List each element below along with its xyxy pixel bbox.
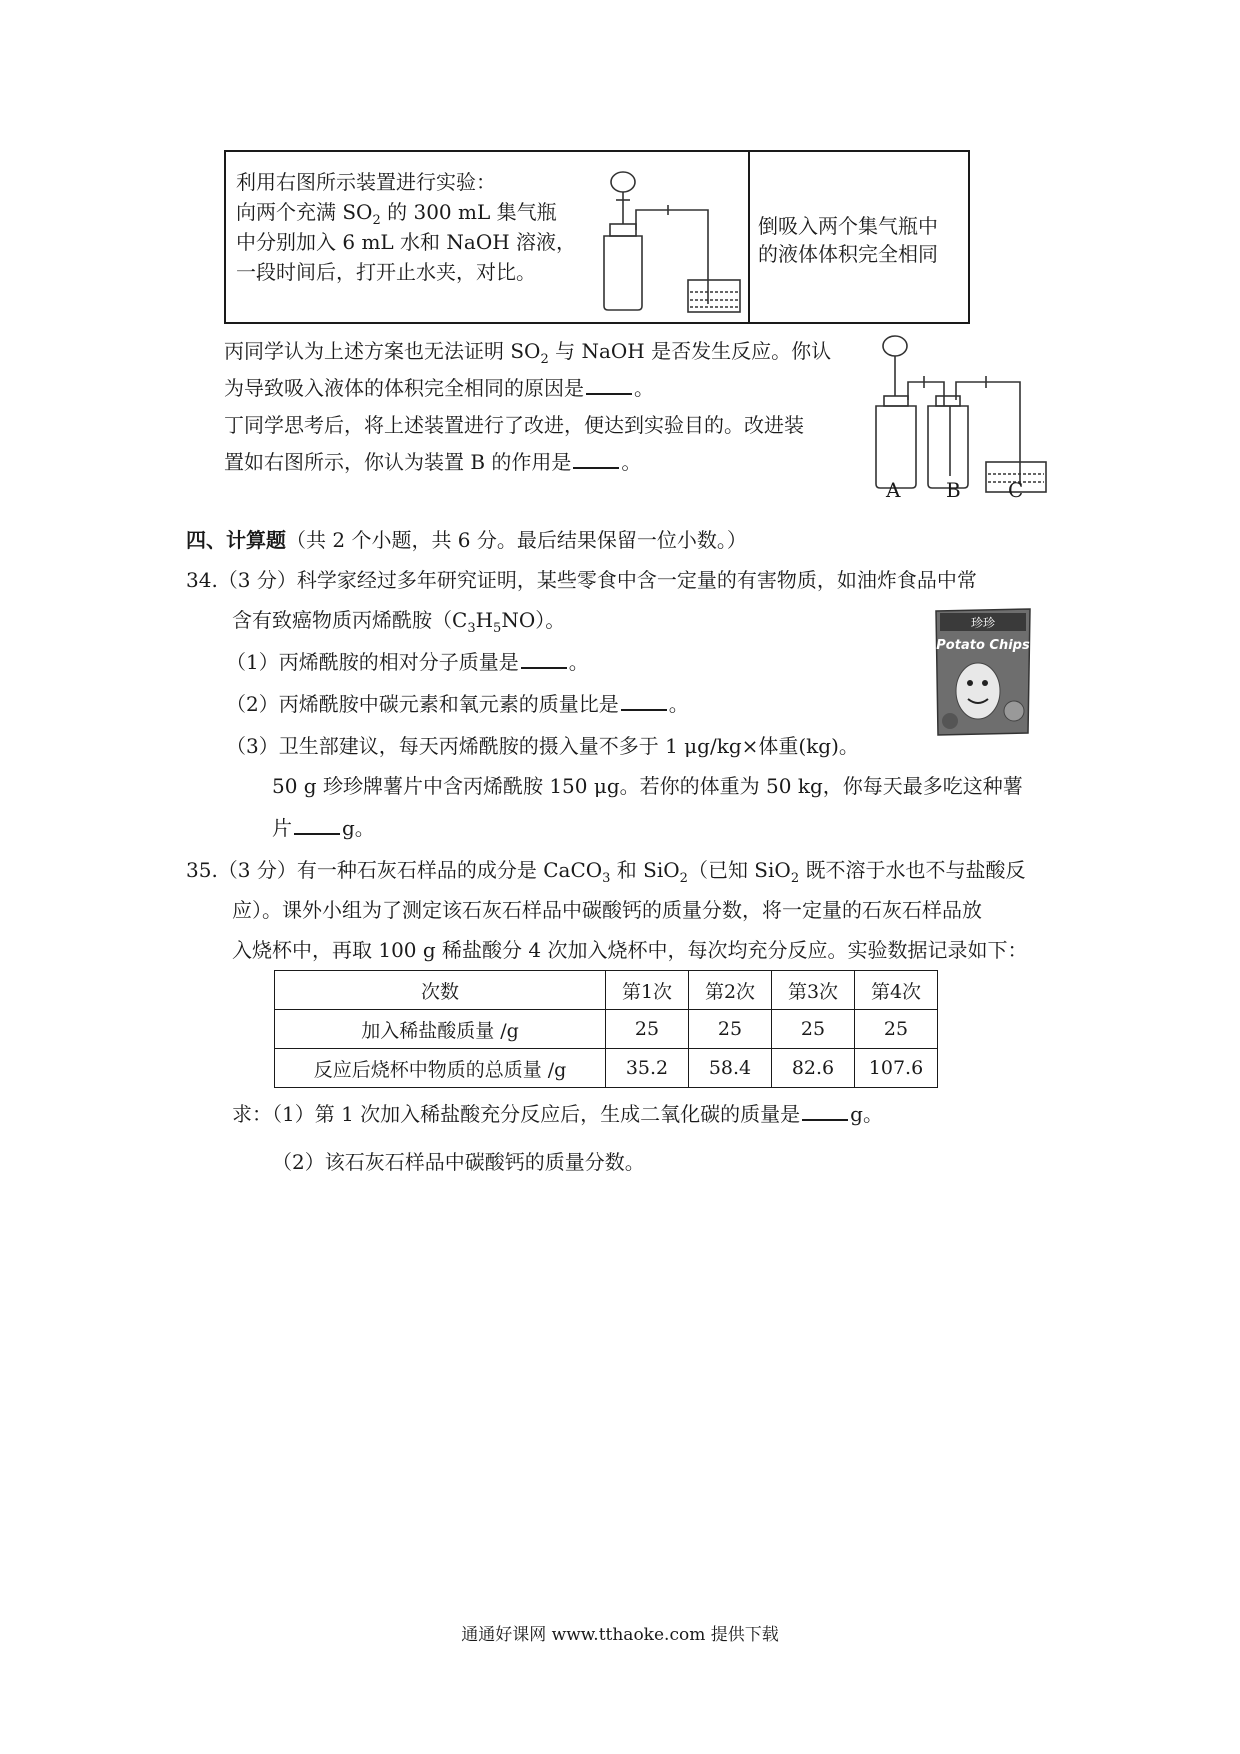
result-line1: 倒吸入两个集气瓶中 bbox=[758, 214, 938, 238]
q35-line1: 35.（3 分）有一种石灰石样品的成分是 CaCO$_3$ 和 SiO$_2$（已知 SiO$_2$ 既不溶于水也不与盐酸反 bbox=[186, 858, 1026, 886]
q34-part3-line3: 片 g。 bbox=[272, 816, 375, 840]
experiment-line4: 一段时间后，打开止水夹，对比。 bbox=[236, 260, 536, 284]
table-cell: 107.6 bbox=[855, 1049, 938, 1088]
bing-line2: 为导致吸入液体的体积完全相同的原因是 。 bbox=[224, 376, 654, 400]
page-footer: 通通好课网 www.tthaoke.com 提供下载 bbox=[461, 1625, 779, 1645]
apparatus-label-b: B bbox=[946, 478, 961, 502]
table-cell: 25 bbox=[606, 1010, 689, 1049]
table-cell: 25 bbox=[689, 1010, 772, 1049]
table-cell: 25 bbox=[772, 1010, 855, 1049]
chips-title: Potato Chips bbox=[936, 638, 1030, 653]
answer-blank[interactable] bbox=[621, 691, 667, 711]
q34-line1: 34.（3 分）科学家经过多年研究证明，某些零食中含一定量的有害物质，如油炸食品中常 bbox=[186, 568, 977, 592]
table-header-cell: 第3次 bbox=[772, 971, 855, 1010]
table-header-row bbox=[275, 971, 938, 1010]
q35-line3: 入烧杯中，再取 100 g 稀盐酸分 4 次加入烧杯中，每次均充分反应。实验数据记录如下： bbox=[232, 938, 1028, 962]
q34-part3: （3）卫生部建议，每天丙烯酰胺的摄入量不多于 1 μg/kg×体重(kg)。 bbox=[226, 734, 859, 758]
bing-line1: 丙同学认为上述方案也无法证明 $SO_2$ 与 NaOH 是否发生反应。你认 bbox=[224, 339, 832, 367]
answer-blank[interactable] bbox=[294, 815, 340, 835]
section-heading: 四、计算题（共 2 个小题，共 6 分。最后结果保留一位小数。） bbox=[186, 528, 747, 552]
table-cell: 35.2 bbox=[606, 1049, 689, 1088]
experiment-intro: 利用右图所示装置进行实验： bbox=[236, 170, 496, 194]
q34-part3-line2: 50 g 珍珍牌薯片中含丙烯酰胺 150 μg。若你的体重为 50 kg，你每天最多吃这种薯 bbox=[272, 774, 1023, 798]
table-header-cell: 第2次 bbox=[689, 971, 772, 1010]
potato-chips-bag-image bbox=[930, 605, 1036, 739]
experiment-line2: 向两个充满 $SO_2$ 的 300 mL 集气瓶 bbox=[236, 200, 557, 228]
table-row bbox=[275, 1010, 938, 1049]
table-header-cell: 第4次 bbox=[855, 971, 938, 1010]
table-cell: 反应后烧杯中物质的总质量 /g bbox=[275, 1049, 606, 1088]
table-header-cell: 第1次 bbox=[606, 971, 689, 1010]
result-line2: 的液体体积完全相同 bbox=[758, 242, 938, 266]
apparatus-label-c: C bbox=[1008, 478, 1024, 502]
ding-line2: 置如右图所示，你认为装置 B 的作用是 。 bbox=[224, 450, 642, 474]
table-cell: 58.4 bbox=[689, 1049, 772, 1088]
q34-part2: （2）丙烯酰胺中碳元素和氧元素的质量比是 。 bbox=[226, 692, 689, 716]
apparatus-label-a: A bbox=[886, 478, 901, 502]
chips-brand: 珍珍 bbox=[970, 616, 996, 630]
q34-part1: （1）丙烯酰胺的相对分子质量是 。 bbox=[226, 650, 589, 674]
answer-blank[interactable] bbox=[802, 1101, 848, 1121]
table-cell: 加入稀盐酸质量 /g bbox=[275, 1010, 606, 1049]
q34-line2: 含有致癌物质丙烯酰胺$(C_3H_5NO)$。 bbox=[232, 608, 566, 636]
column-divider bbox=[748, 152, 750, 322]
answer-blank[interactable] bbox=[573, 449, 619, 469]
data-table bbox=[274, 970, 938, 1088]
ding-line1: 丁同学思考后，将上述装置进行了改进，便达到实验目的。改进装 bbox=[224, 413, 804, 437]
answer-blank[interactable] bbox=[586, 375, 632, 395]
table-cell: 82.6 bbox=[772, 1049, 855, 1088]
q35-line2: 应）。课外小组为了测定该石灰石样品中碳酸钙的质量分数，将一定量的石灰石样品放 bbox=[232, 898, 982, 922]
table-cell: 25 bbox=[855, 1010, 938, 1049]
table-row bbox=[275, 1049, 938, 1088]
q35-ask2: （2）该石灰石样品中碳酸钙的质量分数。 bbox=[272, 1150, 645, 1174]
experiment-line3: 中分别加入 6 mL 水和 NaOH 溶液， bbox=[236, 230, 577, 254]
q35-ask1: 求：（1）第 1 次加入稀盐酸充分反应后，生成二氧化碳的质量是 g。 bbox=[232, 1102, 883, 1126]
answer-blank[interactable] bbox=[521, 649, 567, 669]
apparatus-diagram-1 bbox=[598, 162, 746, 314]
table-header-cell: 次数 bbox=[275, 971, 606, 1010]
